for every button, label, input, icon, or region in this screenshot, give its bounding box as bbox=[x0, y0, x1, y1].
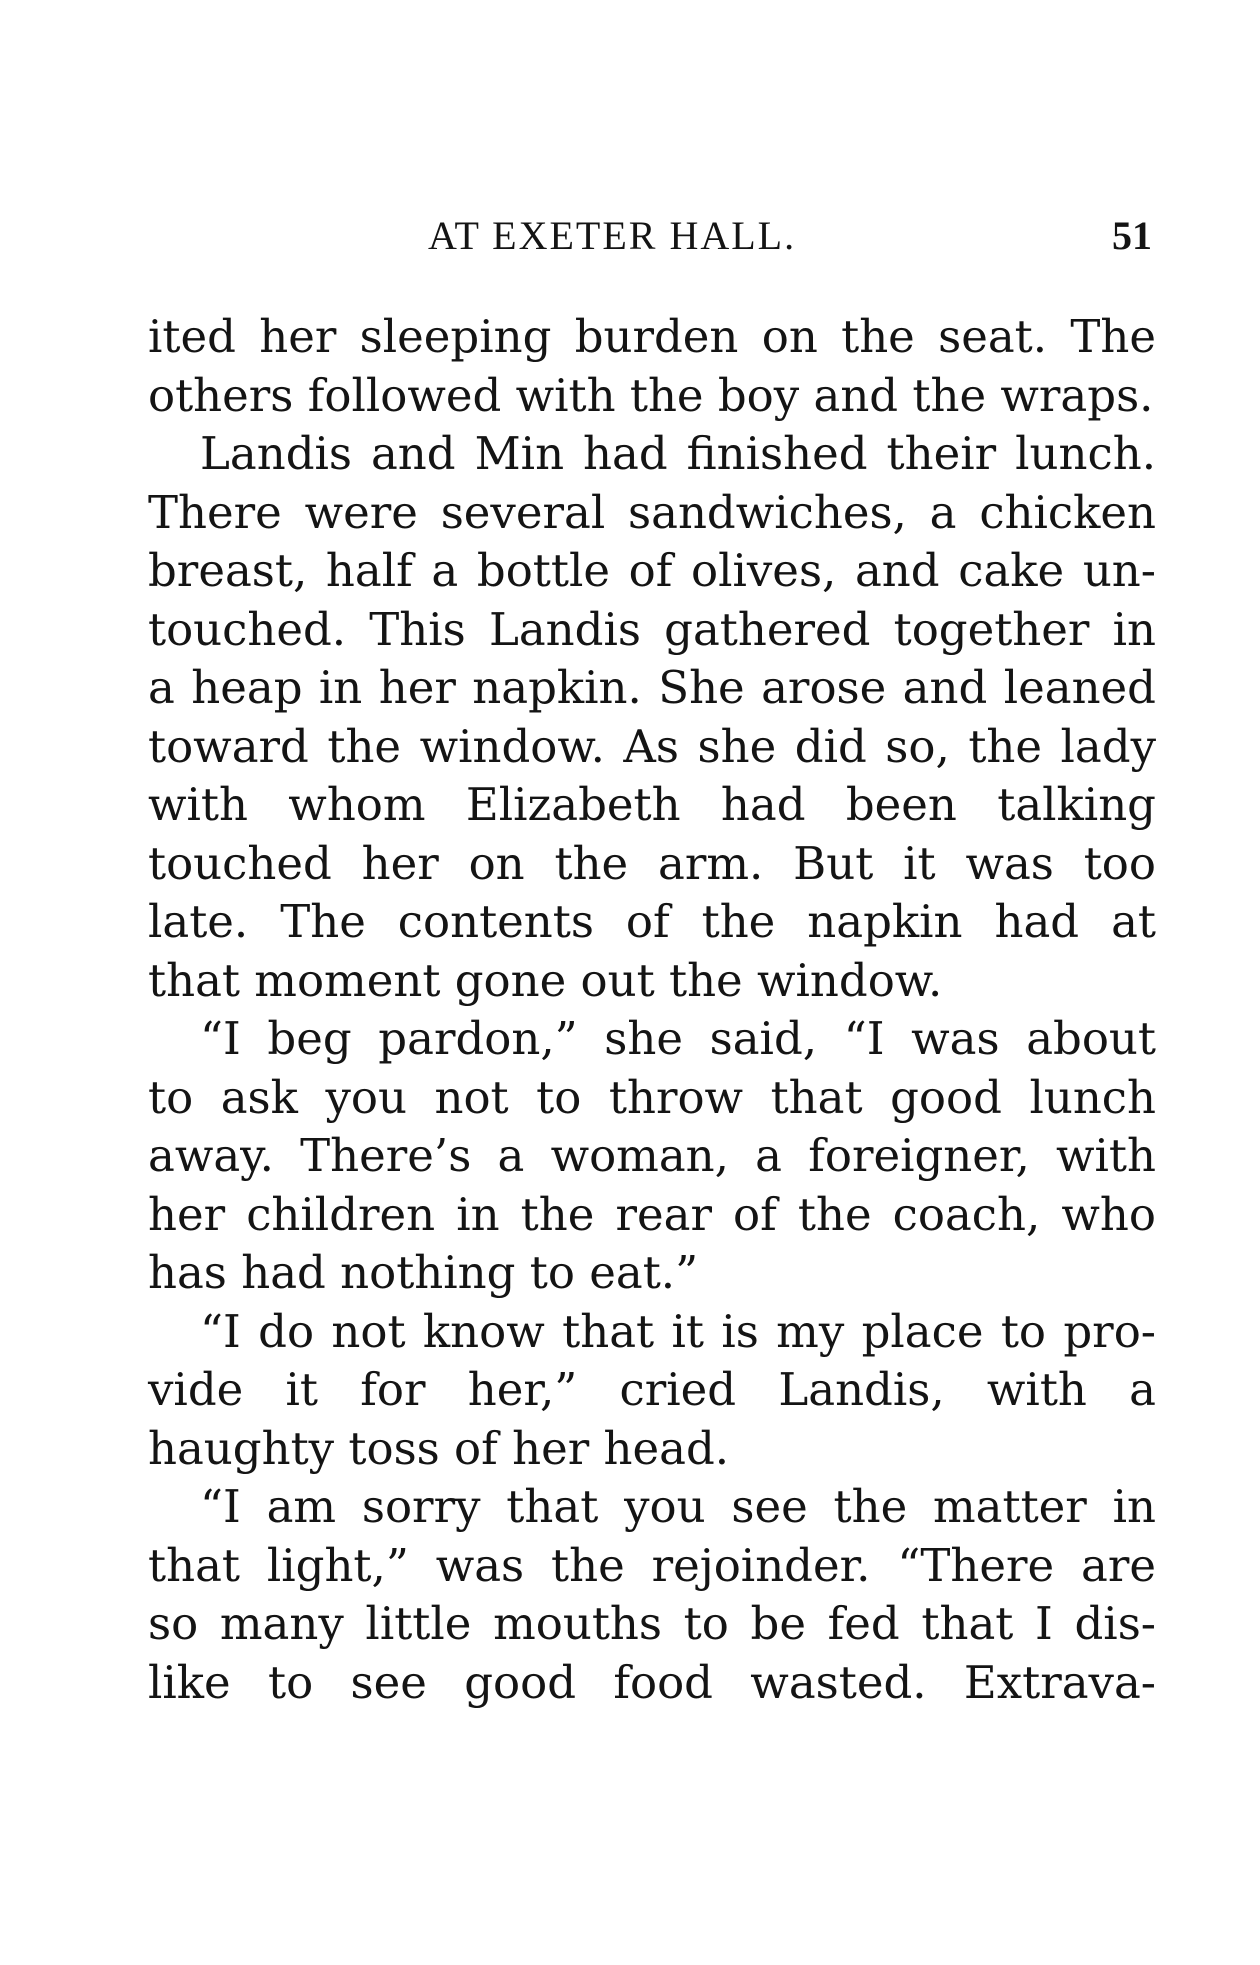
text-line: that moment gone out the window. bbox=[148, 953, 943, 1007]
text-line: “I beg pardon,” she said, “I was about bbox=[200, 1012, 1156, 1065]
text-line: breast, half a bottle of olives, and cake un- bbox=[148, 544, 1156, 597]
text-line: to ask you not to throw that good lunch bbox=[148, 1070, 1156, 1124]
running-title: AT EXETER HALL. bbox=[428, 213, 797, 258]
text-line: haughty toss of her head. bbox=[148, 1421, 730, 1475]
text-line: that light,” was the rejoinder. “There are bbox=[148, 1538, 1156, 1592]
text-line: ited her sleeping burden on the seat. The bbox=[148, 310, 1156, 363]
text-line: toward the window. As she did so, the lady bbox=[148, 719, 1156, 773]
text-line: “I am sorry that you see the matter in bbox=[200, 1480, 1156, 1533]
text-line: vide it for her,” cried Landis, with a bbox=[148, 1363, 1156, 1416]
text-line: her children in the rear of the coach, who bbox=[148, 1187, 1156, 1241]
text-line: a heap in her napkin. She arose and leaned bbox=[148, 661, 1156, 714]
text-line: away. There’s a woman, a foreigner, with bbox=[148, 1129, 1156, 1182]
text-line: others followed with the boy and the wraps. bbox=[148, 368, 1154, 422]
text-line: touched. This Landis gathered together in bbox=[148, 602, 1156, 656]
running-head bbox=[148, 212, 1158, 262]
page-number: 51 bbox=[1112, 213, 1152, 258]
text-line: There were several sandwiches, a chicken bbox=[148, 485, 1156, 539]
text-line: “I do not know that it is my place to pro- bbox=[200, 1304, 1156, 1358]
text-line: late. The contents of the napkin had at bbox=[148, 895, 1156, 948]
text-line: like to see good food wasted. Extrava- bbox=[148, 1655, 1156, 1709]
text-line: so many little mouths to be fed that I dis- bbox=[148, 1597, 1156, 1650]
body-text bbox=[148, 308, 1156, 1712]
text-line: has had nothing to eat.” bbox=[148, 1246, 699, 1299]
text-line: touched her on the arm. But it was too bbox=[148, 836, 1156, 890]
text-line: with whom Elizabeth had been talking bbox=[148, 778, 1156, 831]
text-line: Landis and Min had finished their lunch. bbox=[200, 427, 1156, 480]
